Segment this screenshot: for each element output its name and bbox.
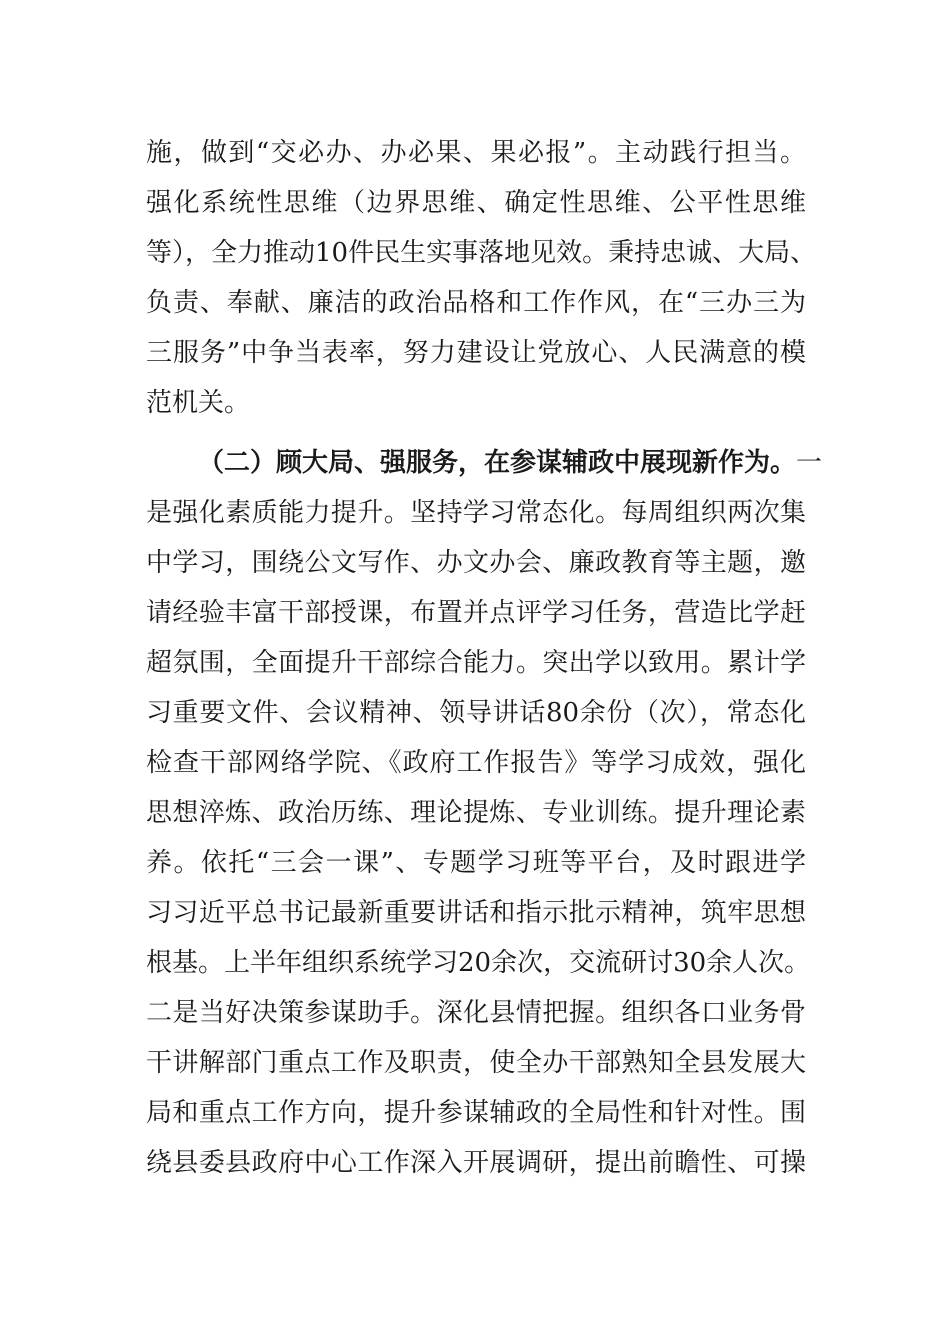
paragraph-2-line-1-rest: 一 — [796, 448, 823, 478]
paragraph-2-line-1 — [198, 438, 823, 488]
paragraph-2-line-12: 二是当好决策参谋助手。深化县情把握。组织各口业务骨 — [146, 998, 806, 1028]
paragraph-2-line-6: 习重要文件、会议精神、领导讲话80余份（次），常态化 — [146, 698, 806, 728]
paragraph-1-line-4: 负责、奉献、廉洁的政治品格和工作作风，在“三办三为 — [146, 288, 806, 318]
section-heading: （二）顾大局、强服务，在参谋辅政中展现新作为。 — [198, 448, 797, 478]
paragraph-1-line-3: 等），全力推动10件民生实事落地见效。秉持忠诚、大局、 — [146, 238, 817, 268]
paragraph-2-line-10: 习习近平总书记最新重要讲话和指示批示精神，筑牢思想 — [146, 898, 806, 928]
paragraph-1-line-1: 施，做到“交必办、办必果、果必报”。主动践行担当。 — [146, 138, 806, 168]
paragraph-2-line-14: 局和重点工作方向，提升参谋辅政的全局性和针对性。围 — [146, 1098, 806, 1128]
paragraph-1-line-5: 三服务”中争当表率，努力建设让党放心、人民满意的模 — [146, 338, 806, 368]
paragraph-1-line-6: 范机关。 — [146, 388, 251, 418]
paragraph-2-line-13: 干讲解部门重点工作及职责，使全办干部熟知全县发展大 — [146, 1048, 806, 1078]
paragraph-2-line-9: 养。依托“三会一课”、专题学习班等平台，及时跟进学 — [146, 848, 806, 878]
paragraph-2-line-4: 请经验丰富干部授课，布置并点评学习任务，营造比学赶 — [146, 598, 806, 628]
paragraph-2-line-7: 检查干部网络学院、《政府工作报告》等学习成效，强化 — [146, 748, 806, 778]
paragraph-2-line-8: 思想淬炼、政治历练、理论提炼、专业训练。提升理论素 — [146, 798, 806, 828]
paragraph-1-line-2: 强化系统性思维（边界思维、确定性思维、公平性思维 — [146, 188, 806, 218]
paragraph-2-line-3: 中学习，围绕公文写作、办文办会、廉政教育等主题，邀 — [146, 548, 806, 578]
paragraph-2-line-2: 是强化素质能力提升。坚持学习常态化。每周组织两次集 — [146, 498, 806, 528]
paragraph-2-line-15: 绕县委县政府中心工作深入开展调研，提出前瞻性、可操 — [146, 1148, 806, 1178]
paragraph-2-line-5: 超氛围，全面提升干部综合能力。突出学以致用。累计学 — [146, 648, 806, 678]
paragraph-2-line-11: 根基。上半年组织系统学习20余次，交流研讨30余人次。 — [146, 948, 811, 978]
